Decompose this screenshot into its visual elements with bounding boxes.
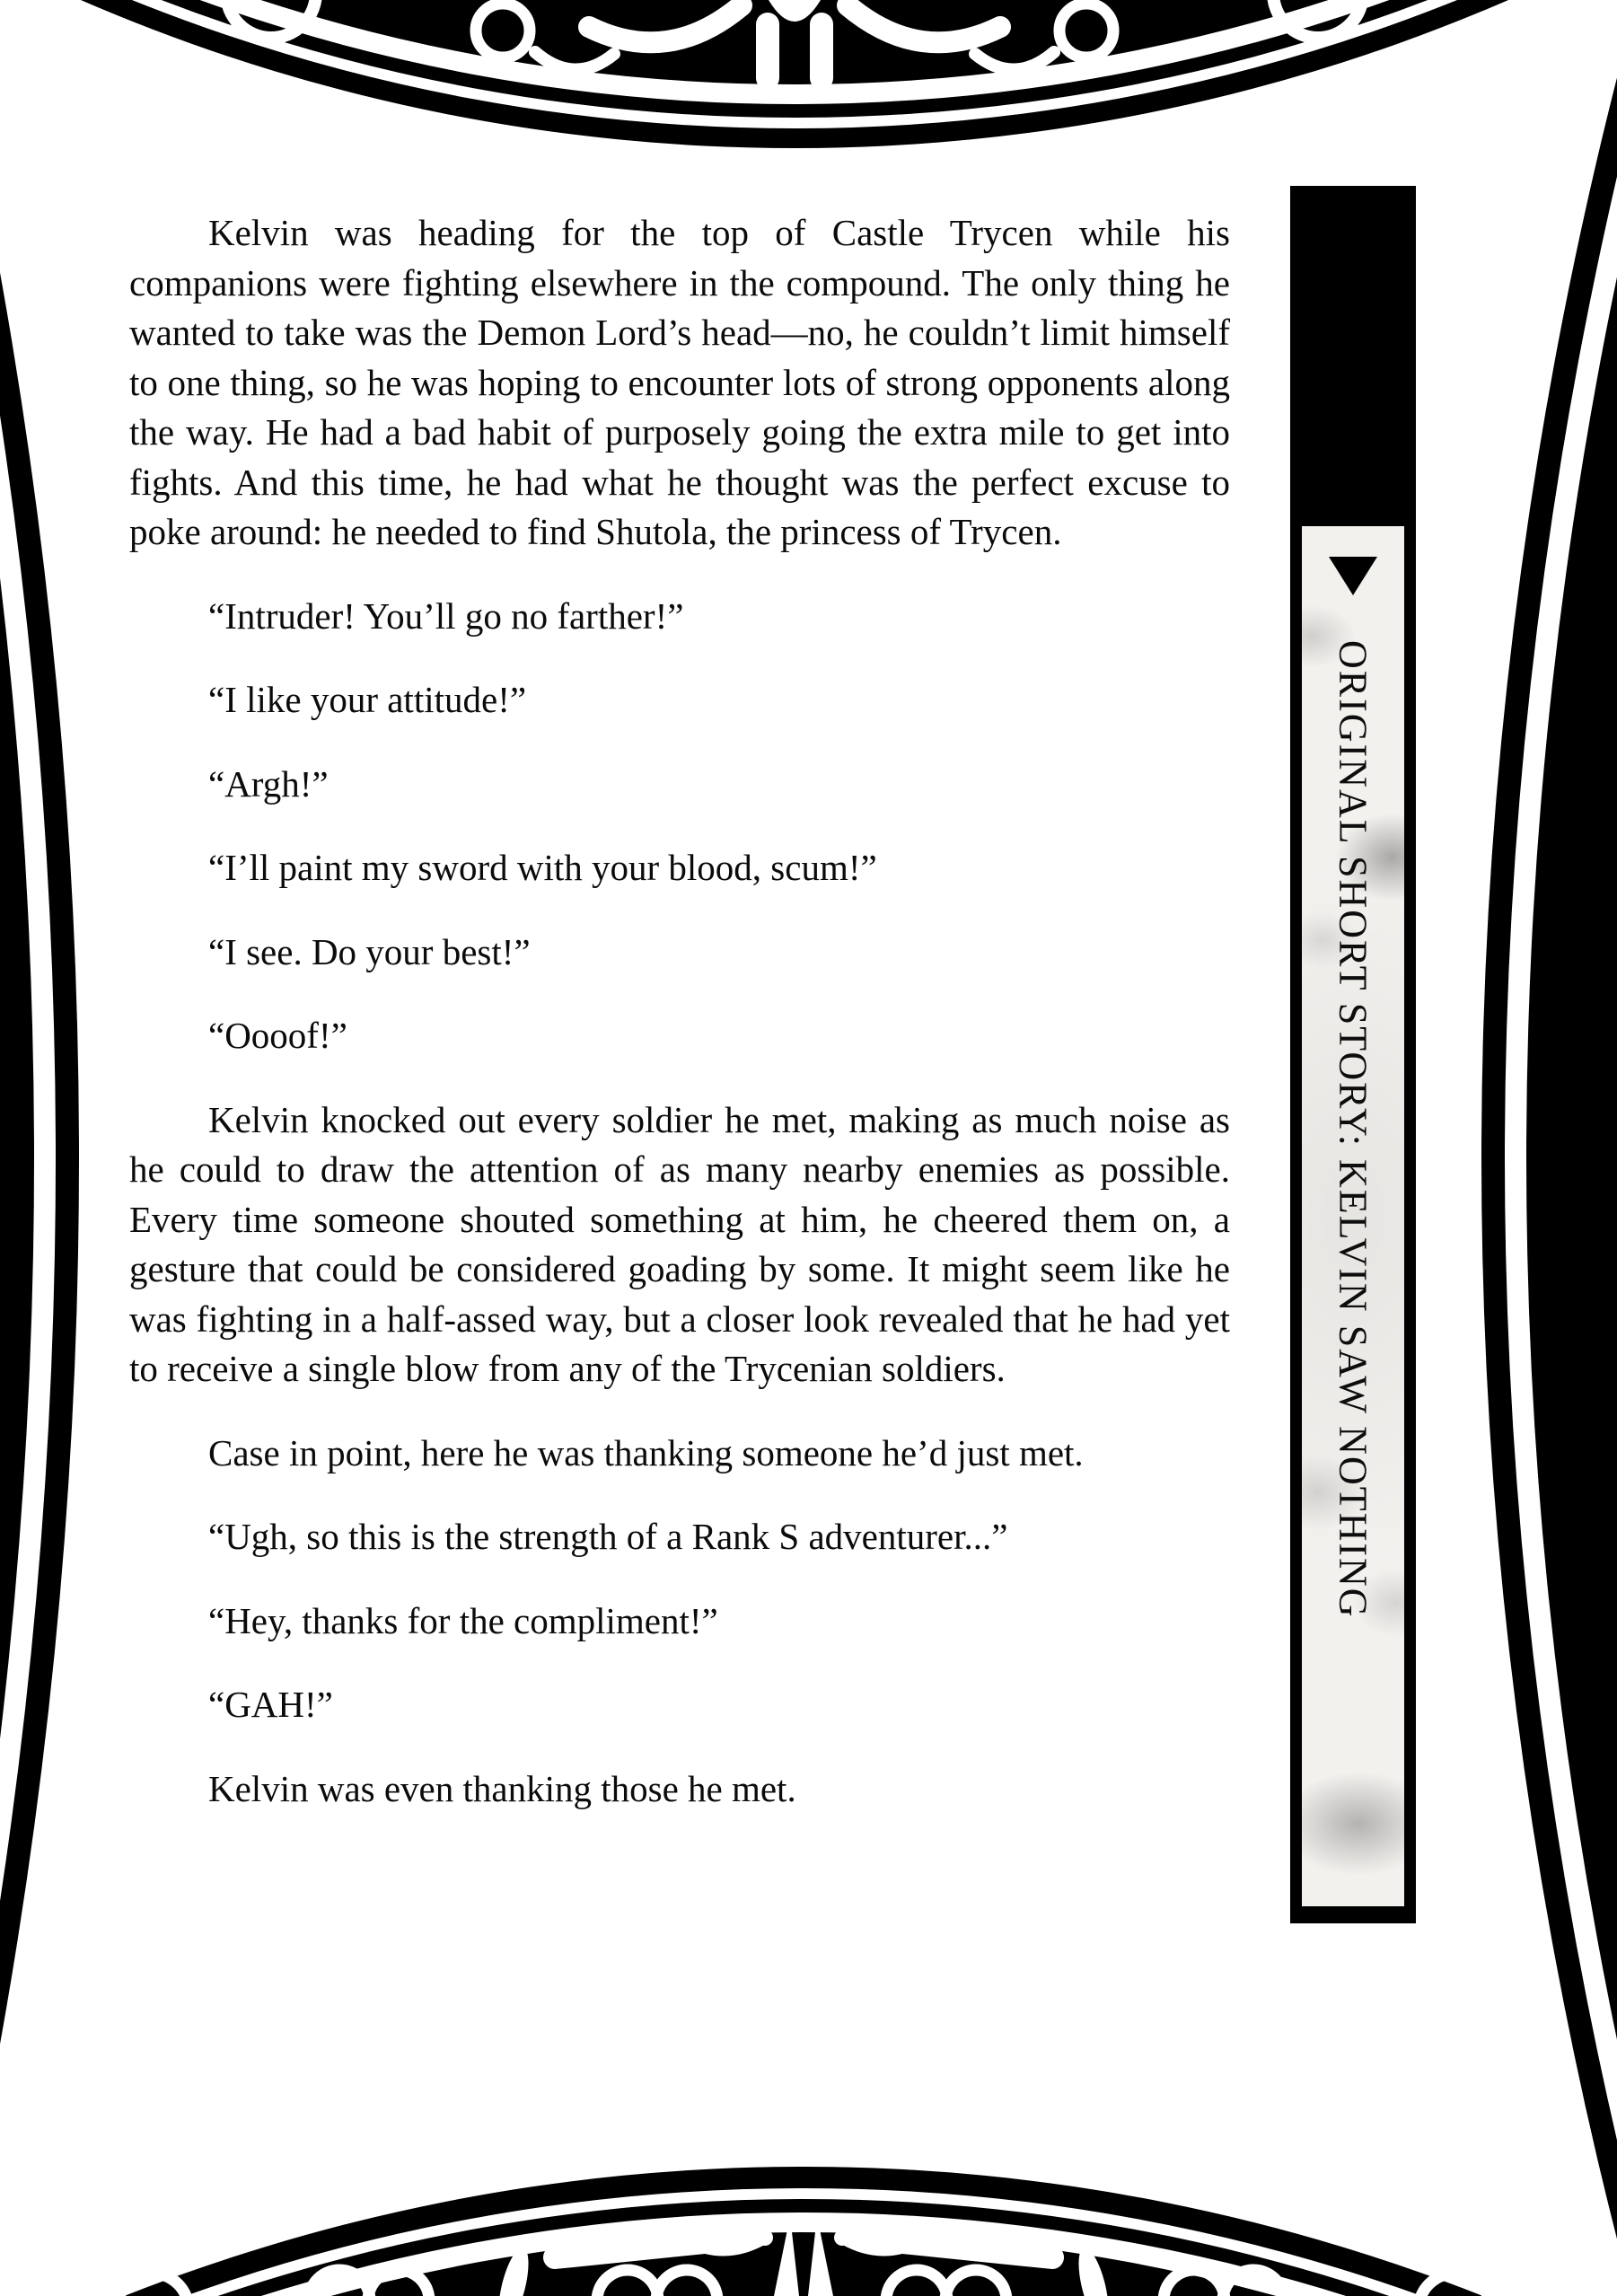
narration-paragraph: Case in point, here he was thanking someone he’d just met. <box>208 1431 1084 1473</box>
narration-paragraph: Kelvin was heading for the top of Castle Trycen while his companions were fighting elsewhere in the compound. The only thing he wanted to take was the Demon Lord’s head—no, he couldn’t limit himself to one thing, so he was hoping to encounter lots of strong opponents along the way. He had a bad habit of purposely going the extra mile to get into fights. And this time, he had what he thought was the perfect excuse to poke around: he needed to find Shutola, the princess of Trycen. <box>129 212 1230 552</box>
top-medallion-ornament <box>0 0 1617 148</box>
dialogue-line: “GAH!” <box>208 1684 333 1725</box>
dialogue-line: “Hey, thanks for the compliment!” <box>208 1599 718 1641</box>
narration-paragraph: Kelvin was even thanking those he met. <box>208 1767 796 1809</box>
dialogue-line: “Argh!” <box>208 762 329 805</box>
story-text-block <box>129 208 1230 1814</box>
dialogue-line: “I see. Do your best!” <box>208 930 531 972</box>
down-triangle-icon <box>1329 557 1377 595</box>
sidebar-paper-texture <box>1302 526 1404 1906</box>
dialogue-line: “Intruder! You’ll go no farther!” <box>208 594 684 637</box>
dialogue-line: “I like your attitude!” <box>208 679 527 720</box>
dialogue-line: “Ugh, so this is the strength of a Rank S adventurer...” <box>208 1516 1008 1557</box>
bottom-medallion-ornament <box>0 2167 1617 2296</box>
dialogue-line: “I’ll paint my sword with your blood, scum!” <box>208 847 877 888</box>
chapter-title-vertical: ORIGINAL SHORT STORY: KELVIN SAW NOTHING <box>1331 640 1375 1619</box>
left-border-band <box>0 0 67 2296</box>
narration-paragraph: Kelvin knocked out every soldier he met, making as much noise as he could to draw the attention of as many nearby enemies as possible. Every time someone shouted something at him, he cheered them on, a gesture that could be considered goading by some. It might seem like he was fighting in a half-assed way, but a closer look revealed that he had yet to receive a single blow from any of the Trycenian soldiers. <box>129 1098 1230 1389</box>
dialogue-line: “Oooof!” <box>208 1015 347 1056</box>
chapter-sidebar <box>1290 186 1416 1923</box>
right-border-band <box>1493 0 1617 2296</box>
